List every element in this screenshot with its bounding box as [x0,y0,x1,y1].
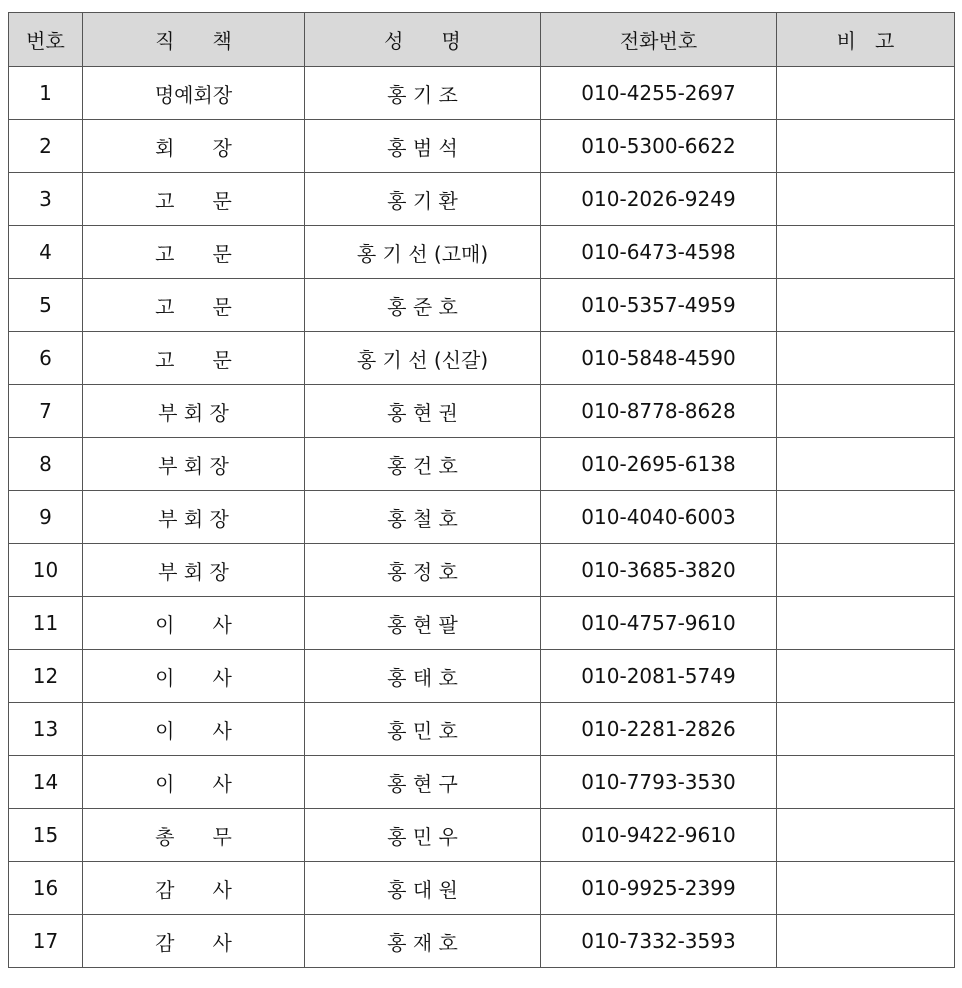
cell-remark [777,809,955,862]
cell-number: 16 [9,862,83,915]
cell-remark [777,491,955,544]
cell-number: 6 [9,332,83,385]
cell-name: 홍 재 호 [305,915,541,968]
cell-position: 부 회 장 [83,544,305,597]
table-row [9,332,955,385]
cell-position: 감 사 [83,862,305,915]
cell-name: 홍 기 선 (신갈) [305,332,541,385]
cell-name: 홍 현 팔 [305,597,541,650]
header-row [9,13,955,67]
member-roster-table [8,12,955,968]
cell-position: 부 회 장 [83,491,305,544]
cell-number: 2 [9,120,83,173]
cell-remark [777,67,955,120]
cell-number: 11 [9,597,83,650]
cell-number: 5 [9,279,83,332]
cell-remark [777,385,955,438]
cell-phone: 010-4040-6003 [541,491,777,544]
cell-remark [777,756,955,809]
cell-name: 홍 범 석 [305,120,541,173]
cell-name: 홍 정 호 [305,544,541,597]
cell-phone: 010-7793-3530 [541,756,777,809]
cell-number: 3 [9,173,83,226]
table-row [9,862,955,915]
cell-name: 홍 현 구 [305,756,541,809]
table-row [9,67,955,120]
header-number: 번호 [9,13,83,67]
cell-name: 홍 기 조 [305,67,541,120]
table-row [9,173,955,226]
cell-phone: 010-7332-3593 [541,915,777,968]
cell-name: 홍 기 선 (고매) [305,226,541,279]
table-row [9,279,955,332]
cell-name: 홍 건 호 [305,438,541,491]
table-row [9,438,955,491]
cell-position: 고 문 [83,332,305,385]
cell-remark [777,438,955,491]
cell-name: 홍 기 환 [305,173,541,226]
cell-number: 17 [9,915,83,968]
cell-phone: 010-9422-9610 [541,809,777,862]
header-position: 직 책 [83,13,305,67]
cell-name: 홍 대 원 [305,862,541,915]
cell-number: 13 [9,703,83,756]
cell-phone: 010-2281-2826 [541,703,777,756]
cell-phone: 010-4255-2697 [541,67,777,120]
cell-position: 이 사 [83,703,305,756]
cell-remark [777,279,955,332]
table-row [9,597,955,650]
cell-name: 홍 준 호 [305,279,541,332]
header-name: 성 명 [305,13,541,67]
cell-name: 홍 민 우 [305,809,541,862]
cell-position: 부 회 장 [83,438,305,491]
header-phone: 전화번호 [541,13,777,67]
cell-phone: 010-6473-4598 [541,226,777,279]
cell-phone: 010-2695-6138 [541,438,777,491]
cell-position: 회 장 [83,120,305,173]
cell-position: 고 문 [83,226,305,279]
table-row [9,226,955,279]
cell-number: 12 [9,650,83,703]
cell-remark [777,332,955,385]
header-remark: 비 고 [777,13,955,67]
table-row [9,385,955,438]
cell-phone: 010-2026-9249 [541,173,777,226]
cell-phone: 010-5300-6622 [541,120,777,173]
cell-number: 14 [9,756,83,809]
cell-position: 부 회 장 [83,385,305,438]
cell-remark [777,862,955,915]
cell-number: 15 [9,809,83,862]
cell-remark [777,597,955,650]
cell-remark [777,650,955,703]
cell-number: 4 [9,226,83,279]
table-row [9,703,955,756]
cell-remark [777,120,955,173]
cell-phone: 010-5848-4590 [541,332,777,385]
cell-phone: 010-4757-9610 [541,597,777,650]
cell-position: 감 사 [83,915,305,968]
cell-number: 1 [9,67,83,120]
cell-position: 명예회장 [83,67,305,120]
cell-number: 7 [9,385,83,438]
table-row [9,491,955,544]
cell-remark [777,544,955,597]
table-row [9,809,955,862]
cell-phone: 010-8778-8628 [541,385,777,438]
table-row [9,544,955,597]
cell-name: 홍 민 호 [305,703,541,756]
table-row [9,120,955,173]
table-row [9,650,955,703]
cell-remark [777,173,955,226]
cell-name: 홍 철 호 [305,491,541,544]
cell-phone: 010-5357-4959 [541,279,777,332]
cell-position: 고 문 [83,173,305,226]
cell-position: 이 사 [83,597,305,650]
cell-position: 총 무 [83,809,305,862]
cell-remark [777,226,955,279]
cell-phone: 010-3685-3820 [541,544,777,597]
cell-name: 홍 태 호 [305,650,541,703]
cell-number: 9 [9,491,83,544]
cell-phone: 010-2081-5749 [541,650,777,703]
cell-remark [777,915,955,968]
cell-number: 10 [9,544,83,597]
cell-phone: 010-9925-2399 [541,862,777,915]
cell-remark [777,703,955,756]
cell-name: 홍 현 권 [305,385,541,438]
table-row [9,915,955,968]
cell-position: 이 사 [83,756,305,809]
table-row [9,756,955,809]
cell-position: 이 사 [83,650,305,703]
cell-number: 8 [9,438,83,491]
cell-position: 고 문 [83,279,305,332]
roster-body [9,67,955,968]
